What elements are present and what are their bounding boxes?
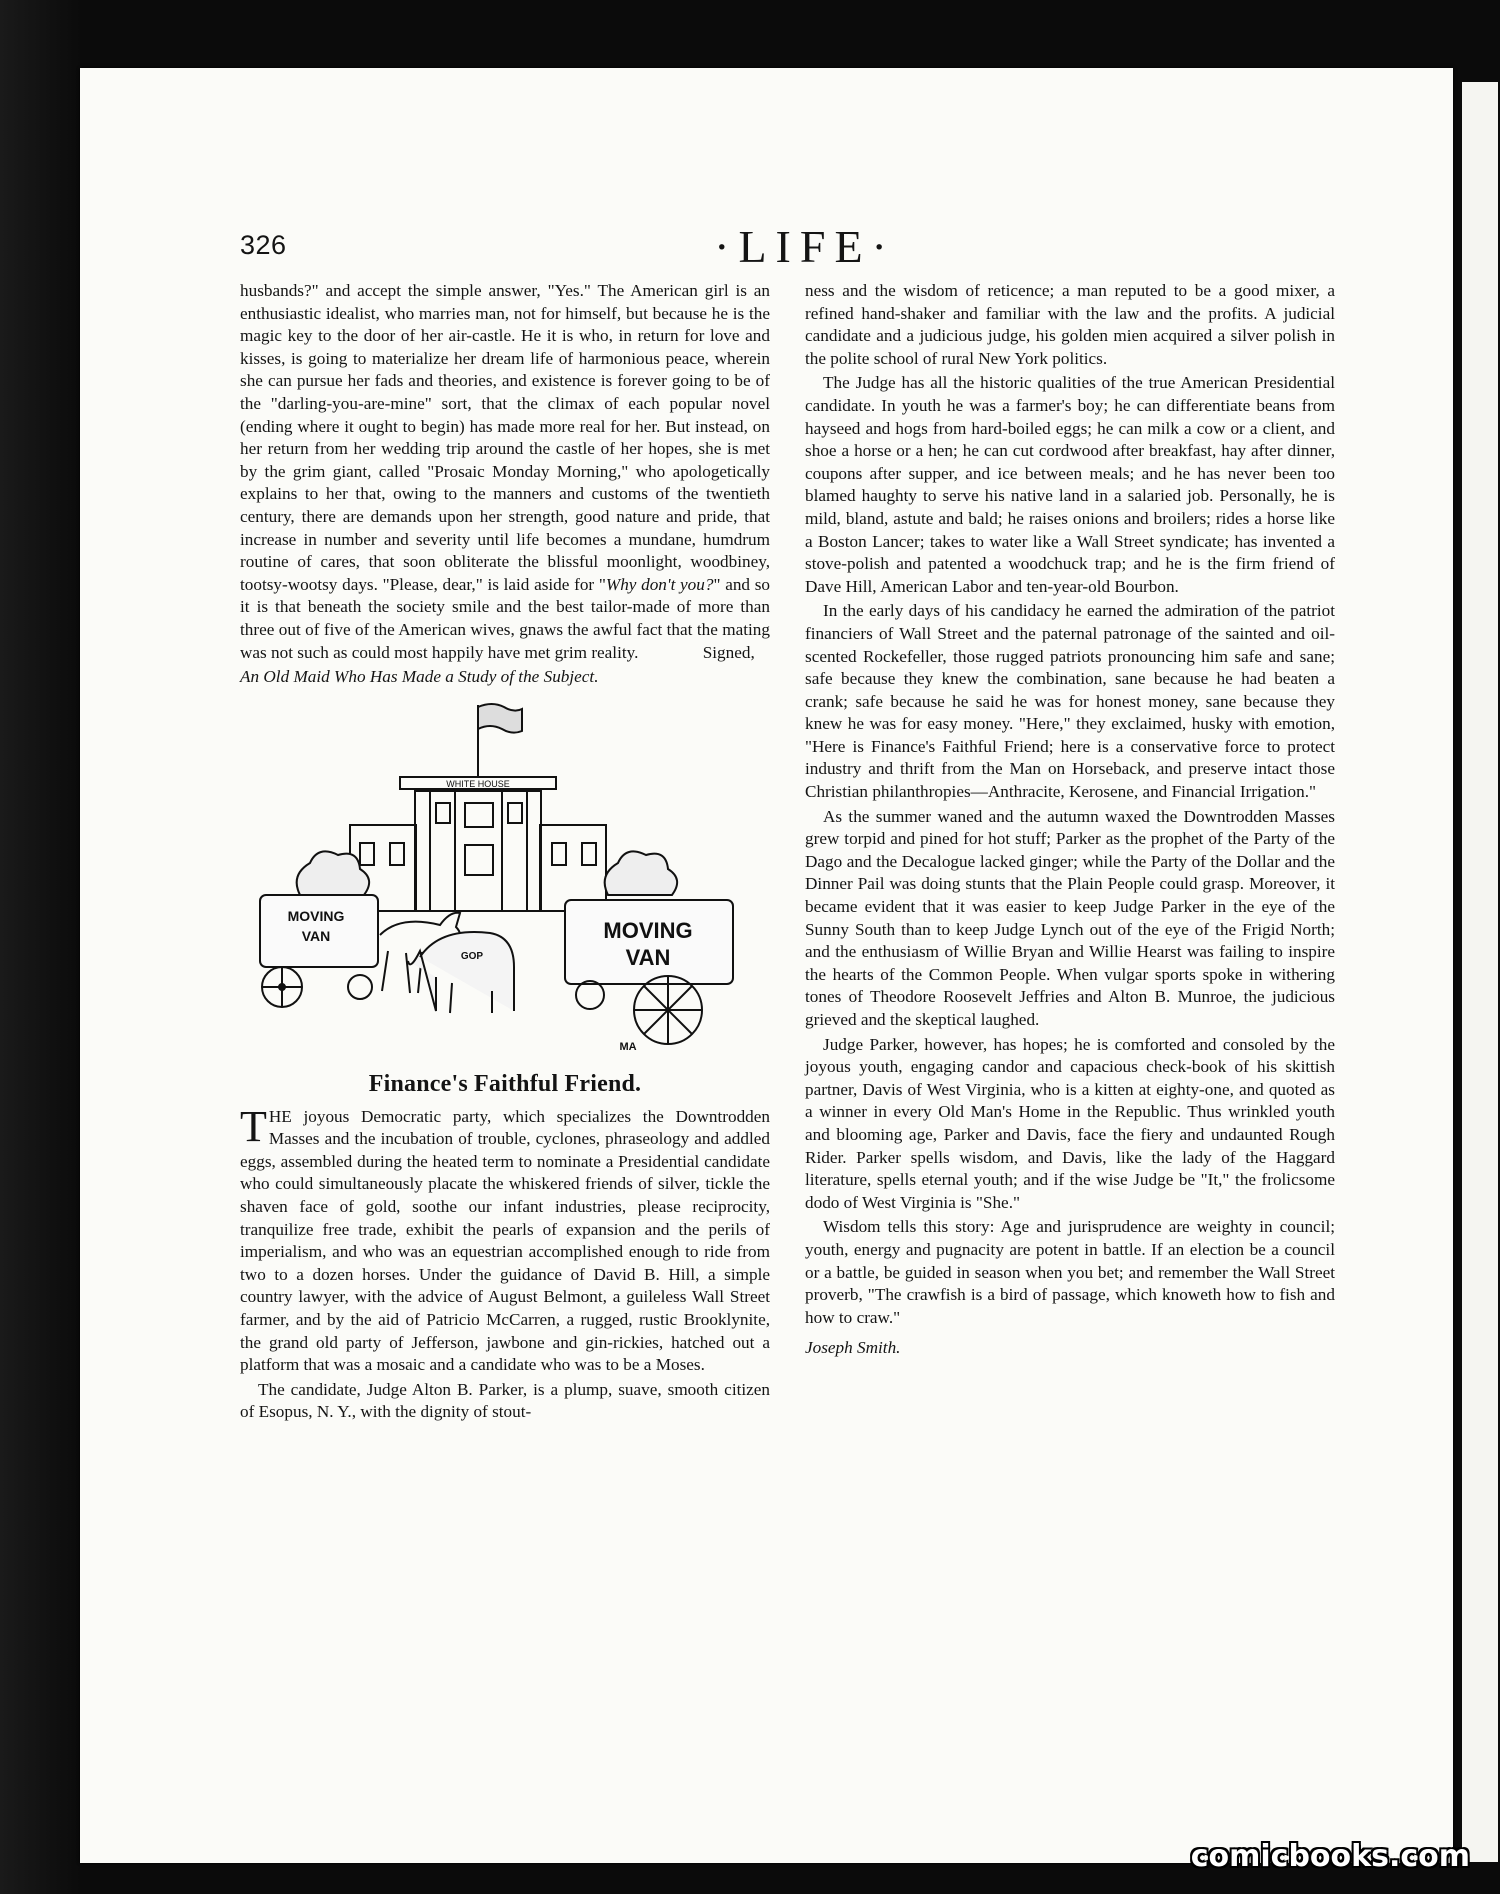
- van-left-label-line1: MOVING: [287, 907, 345, 924]
- letter-italic-quote: Why don't you?: [605, 574, 714, 594]
- letter-body: husbands?" and accept the simple answer, "Yes." The American girl is an enthusiastic idealist, who marries man, not for himself, but because he is the magic key to the door of her air-castle. He it is who, in return for love and kisses, is going to materialize her dream life of harmonious peace, wherein she can pursue her fads and theories, and existence is forever going to be of the "darling-you-are-mine" sort, that the climax of each popular novel (ending where it ought to begin) has made more real for her. But instead, on her return from her wedding trip around the castle of her hopes, she is met by the grim giant, called "Prosaic Monday Morning," who apologetically explains to her that, owing to the manners and customs of the twentieth century, there are demands upon her strength, good nature and pride, that increase in number and severity until life becomes a mundane, humdrum routine of cares, that soon obliterate the blissful moonlight, woodbiney, tootsy-wootsy days. "Please, dear," is laid aside for "Why don't you?" and so it is that beneath the society smile and the best tailor-made of more than three out of five of the American wives, gnaws the awful fact that the mating was not such as could most happily have met grim reality. Signed,: [240, 281, 770, 662]
- letter-signed: Signed,: [702, 642, 755, 662]
- masthead-title: ·LIFE·: [714, 221, 896, 272]
- flag-icon: [478, 704, 522, 733]
- page-number: 326: [240, 230, 287, 260]
- white-house-wing-right: [540, 825, 606, 911]
- article-author: Joseph Smith.: [805, 1338, 901, 1358]
- van-right-label-line1: MOVING: [603, 917, 693, 943]
- dropcap: T: [240, 1101, 267, 1151]
- article-title: Finance's Faithful Friend.: [368, 1070, 642, 1097]
- tree-left: [297, 851, 369, 895]
- artist-mark: MA: [619, 1040, 637, 1053]
- article-paragraph-7: Wisdom tells this story: Age and jurisprudence are weighty in council; youth, energy and pugnacity are potent in battle. If an election be a council or a battle, be guided in season when you bet; and remember the Wall Street proverb, "The crawfish is a bird of passage, which knoweth how to fish and how to craw.": [805, 1217, 1335, 1327]
- page-content: [240, 221, 1370, 1700]
- tree-right: [605, 851, 677, 895]
- article-paragraph-2: The candidate, Judge Alton B. Parker, is a plump, suave, smooth citizen of Esopus, N. Y., with the dignity of stout-: [240, 1379, 770, 1422]
- van-right-label-line2: VAN: [625, 944, 671, 970]
- elephant-figure: [408, 932, 514, 1013]
- scan-border: [0, 0, 80, 1894]
- right-column: [805, 280, 1335, 1362]
- watermark-logo: comicbooks.com: [1190, 1839, 1470, 1874]
- article-paragraph-4: In the early days of his candidacy he earned the admiration of the patriot financiers of Wall Street and the paternal patronage of the sainted and oil-scented Rockefeller, those rugged patriots pronouncing him safe and sane; safe because they knew the combination, sane because he had beaten a crank; safe because he said he was for honest money, sane because they knew he was for easy money. "Here," they exclaimed, husky with emotion, "Here is Finance's Faithful Friend; here is a conservative force to protect industry and thrift from the Man on Horseback, and preserve intact those Christian philanthropies—Anthracite, Kerosene, and Financial Irrigation.": [805, 601, 1335, 802]
- article-paragraph-3: The Judge has all the historic qualities of the true American Presidential candidate. In youth he was a farmer's boy; he can differentiate beans from hayseed and hogs from hard-boiled eggs; he can milk a cow or a client, and shoe a horse or a hen; he can cut cordwood after breakfast, hay after dinner, coupons after supper, and ice between meals; and he has never been too blamed haughty to serve his native land in a salaried job. Personally, he is mild, bland, astute and bald; he raises onions and broilers; rides a horse like a Boston Lancer; takes to water like a Wall Street syndicate; has invented a stove-polish and patented a woodchuck trap; and he is the firm friend of Dave Hill, American Labor and ten-year-old Bourbon.: [805, 373, 1335, 596]
- article-paragraph-5: As the summer waned and the autumn waxed the Downtrodden Masses grew torpid and pined for hot stuff; Parker as the prophet of the Party of the Dago and the Decalogue lacked ginger; while the Party of the Dollar and the Dinner Pail was doing stunts that the Plain People could grasp. Moreover, it became evident that it was easier to keep Judge Parker in the eye of the Sunny South than to keep Judge Lynch out of the eye of the Frigid North; and the enthusiasm of Willie Bryan and Willie Hearst was failing to inspire the hearts of the Common People. When vulgar sports spoke in withering tones of Theodore Roosevelt Jeffries and Alton B. Munroe, the judicious grieved and the skeptical laughed.: [805, 806, 1335, 1029]
- letter-signature: An Old Maid Who Has Made a Study of the Subject.: [240, 667, 599, 687]
- cartoon-illustration: [240, 695, 770, 1065]
- article-paragraph-2-continued: ness and the wisdom of reticence; a man reputed to be a good mixer, a refined hand-shaker and familiar with the law and the profits. A judicial candidate and a judicious judge, his golden mien acquired a silver polish in the polite school of rural New York politics.: [805, 281, 1335, 368]
- elephant-label: GOP: [460, 950, 484, 962]
- next-page-edge: [1462, 82, 1498, 1862]
- left-column: [240, 280, 770, 1426]
- van-left-label-line2: VAN: [301, 927, 331, 944]
- article-paragraph-1: THE joyous Democratic party, which specializes the Downtrodden Masses and the incubation of trouble, cyclones, phraseology and addled eggs, assembled during the heated term to nominate a Presidential candidate who could simultaneously placate the whiskered friends of silver, tickle the shaven face of gold, soothe our infant industries, please reciprocity, tranquilize free trade, exhibit the pearls of expansion and the perils of imperialism, and who was an equestrian accomplished enough to ride from two to a dozen horses. Under the guidance of David B. Hill, a simple country lawyer, with the advice of August Belmont, a guileless Wall Street farmer, and by the aid of Patricio McCarren, a rugged, rustic Brooklynite, the grand old party of Jefferson, jawbone and gin-rickies, hatched out a platform that was a mosaic and a candidate who was to be a Moses.: [240, 1101, 770, 1375]
- article-paragraph-6: Judge Parker, however, has hopes; he is comforted and consoled by the joyous youth, engaging candor and capacious check-book of his skittish partner, Davis of West Virginia, who is a kitten at eighty-one, and quoted as a winner in every Old Man's Home in the Republic. Thus wrinkled youth and blooming age, Parker and Davis, face the fiery and undaunted Rough Rider. Parker spells wisdom, and Davis, like the lady of the Haggard literature, spells eternal youth; and if the wise Judge be "It," the frolicsome dodo of West Virginia is "She.": [805, 1034, 1335, 1212]
- white-house-label: WHITE HOUSE: [446, 778, 510, 789]
